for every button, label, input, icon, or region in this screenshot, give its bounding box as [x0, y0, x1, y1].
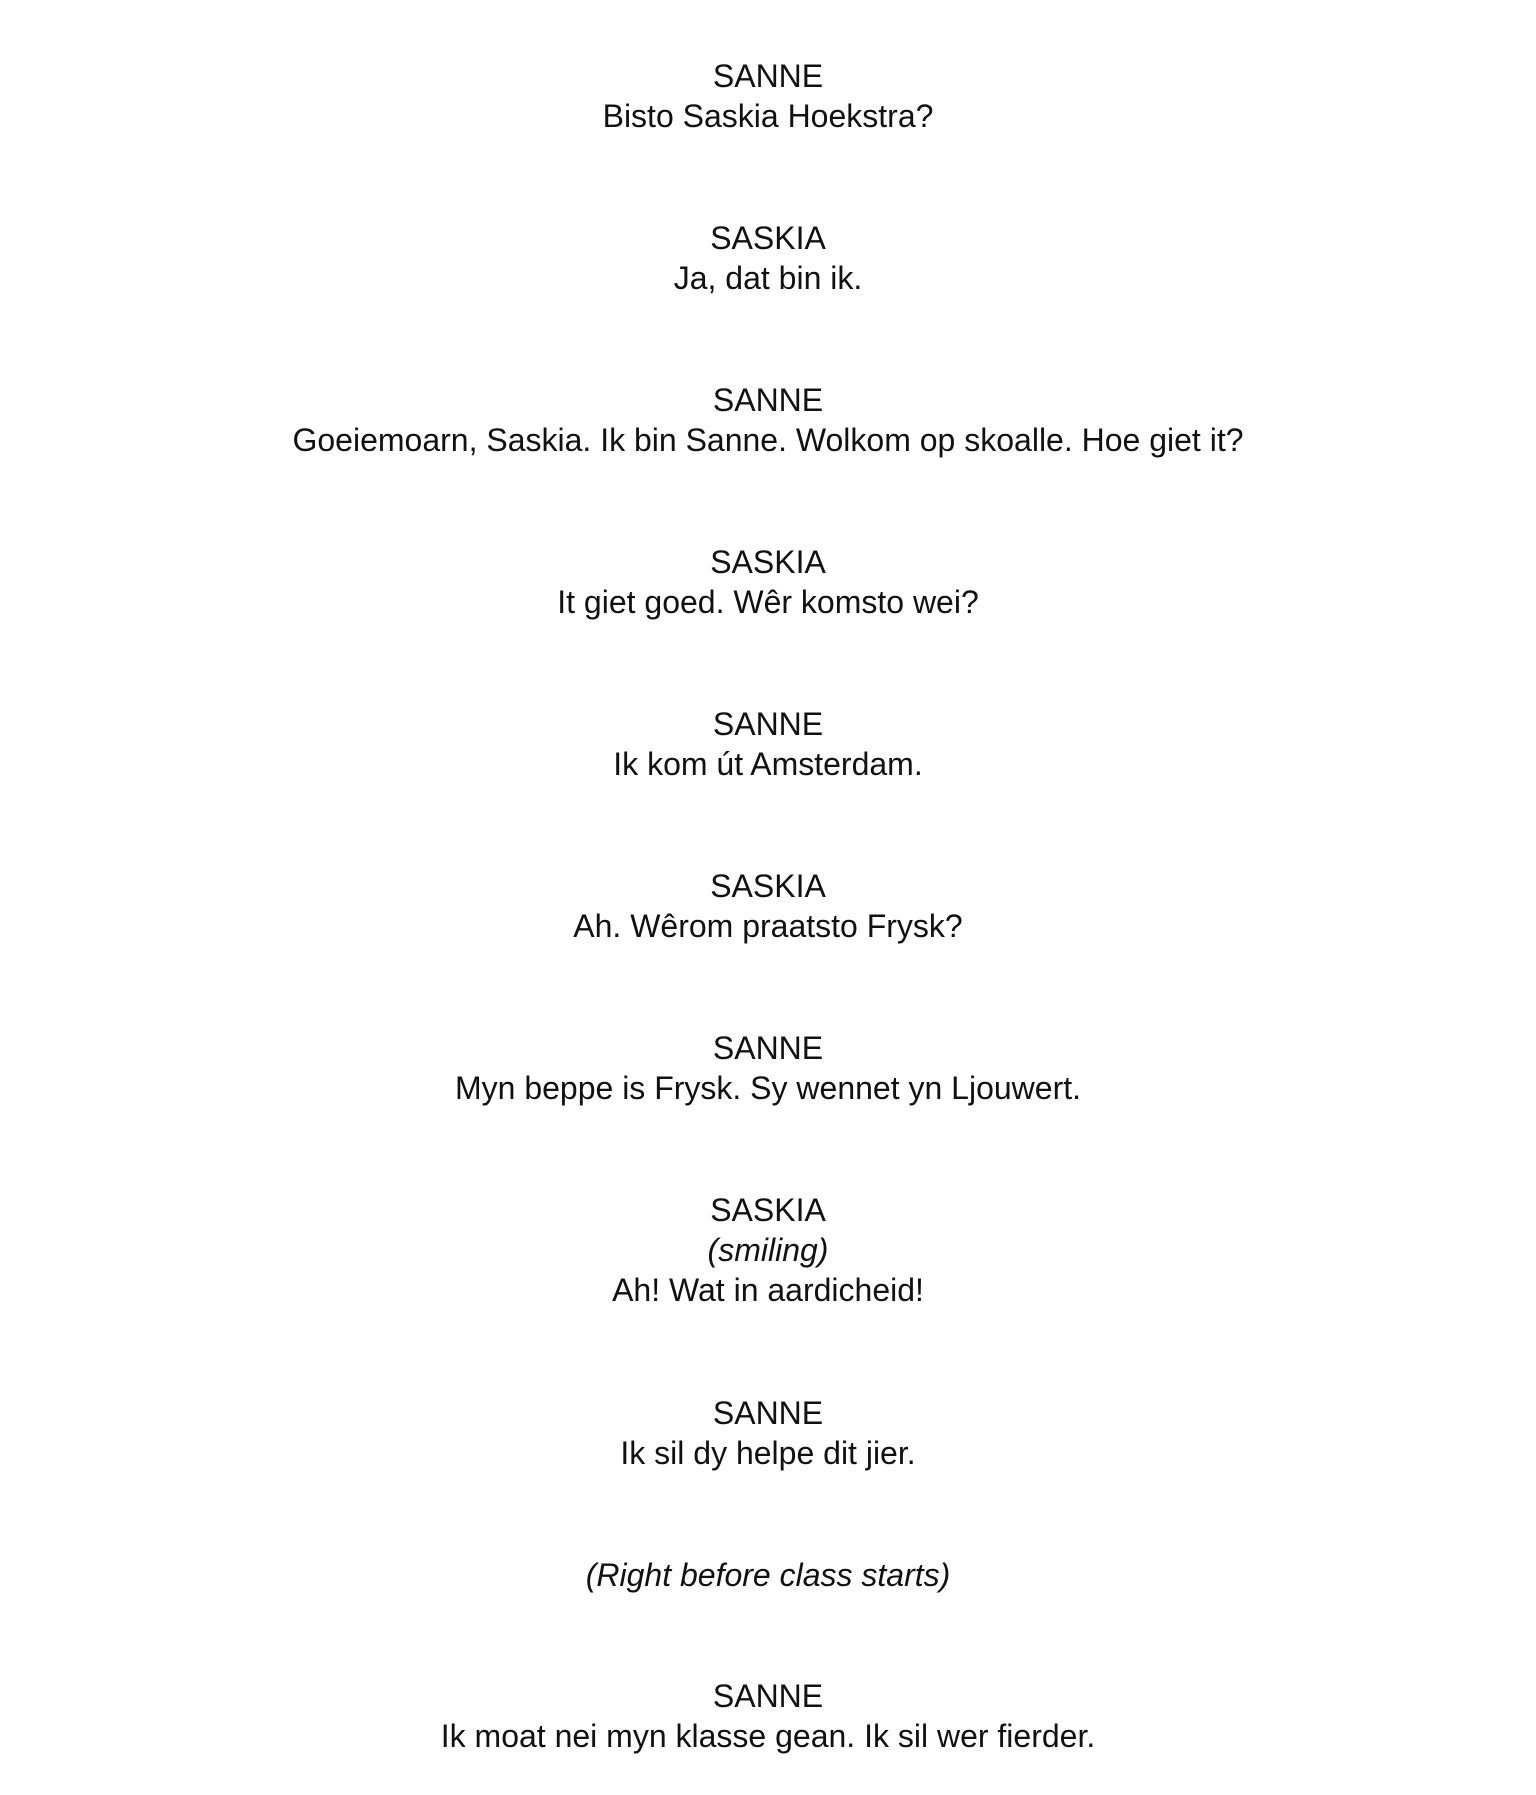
character-name: SANNE — [712, 382, 824, 418]
character-name: SASKIA — [710, 220, 826, 256]
character-name: SANNE — [712, 1678, 824, 1714]
character-name: SASKIA — [710, 1192, 826, 1228]
character-name: SANNE — [712, 1395, 824, 1431]
character-name: SASKIA — [710, 544, 826, 580]
dialogue-block — [0, 1393, 1536, 1473]
dialogue-block — [0, 218, 1536, 298]
dialogue-block — [0, 866, 1536, 946]
character-name: SANNE — [712, 1030, 824, 1066]
dialogue-line: Myn beppe is Frysk. Sy wennet yn Ljouwert. — [454, 1070, 1082, 1106]
dialogue-block — [0, 1028, 1536, 1108]
dialogue-block — [0, 1676, 1536, 1756]
action-line: (Right before class starts) — [585, 1557, 951, 1593]
dialogue-line: It giet goed. Wêr komsto wei? — [557, 584, 979, 620]
parenthetical: (smiling) — [707, 1232, 829, 1268]
dialogue-block — [0, 1190, 1536, 1310]
dialogue-block — [0, 380, 1536, 460]
dialogue-line: Ah! Wat in aardicheid! — [612, 1272, 924, 1308]
dialogue-line: Ja, dat bin ik. — [673, 260, 863, 296]
dialogue-line: Ik moat nei myn klasse gean. Ik sil wer fierder. — [440, 1718, 1096, 1754]
dialogue-line: Goeiemoarn, Saskia. Ik bin Sanne. Wolkom op skoalle. Hoe giet it? — [292, 422, 1244, 458]
dialogue-block — [0, 704, 1536, 784]
dialogue-line: Ik sil dy helpe dit jier. — [620, 1435, 916, 1471]
character-name: SANNE — [712, 58, 824, 94]
action-block — [0, 1555, 1536, 1595]
dialogue-line: Bisto Saskia Hoekstra? — [602, 98, 934, 134]
character-name: SANNE — [712, 706, 824, 742]
character-name: SASKIA — [710, 868, 826, 904]
dialogue-line: Ik kom út Amsterdam. — [613, 746, 923, 782]
dialogue-line: Ah. Wêrom praatsto Frysk? — [573, 908, 963, 944]
dialogue-block — [0, 542, 1536, 622]
dialogue-block — [0, 56, 1536, 136]
